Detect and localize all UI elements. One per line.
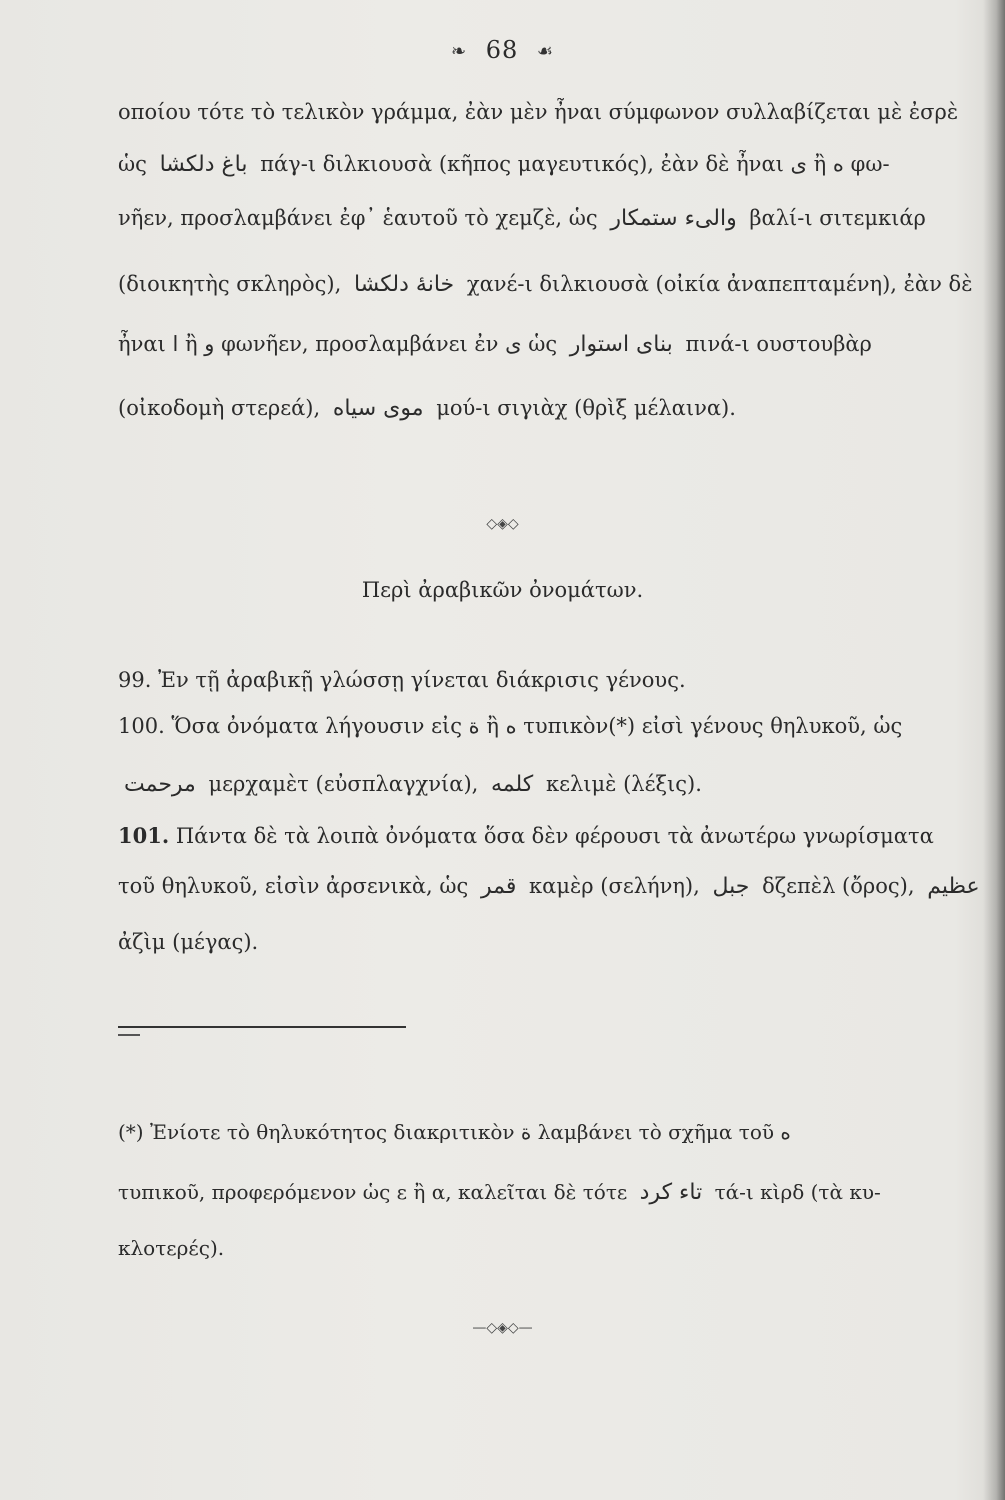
arabic-word: خانهٔ دلكشا [353, 272, 455, 297]
line-text: βαλί-ι σιτεμκιάρ [749, 206, 926, 230]
section-divider [0, 516, 1005, 532]
line-text: μού-ι σιγιὰχ (θρὶξ μέλαινα). [436, 396, 736, 420]
arabic-word: تاء كرد [639, 1180, 703, 1205]
text-line [118, 98, 980, 126]
line-text: (*) Ἐνίοτε τὸ θηλυκότητος διακριτικὸν ة λαμβάνει τὸ σχῆμα τοῦ ه [118, 1120, 791, 1144]
text-line [118, 270, 980, 299]
arabic-word: باغ دلكشا [159, 152, 248, 177]
arabic-word: عظيم [927, 874, 980, 899]
end-divider [0, 1320, 1005, 1336]
text-line [118, 204, 980, 233]
line-text: πάγ-ι διλκιουσὰ (κῆπος μαγευτικός), ἐὰν δὲ ἦναι ی ἢ ه φω- [260, 152, 890, 176]
arabic-word: جبل [712, 874, 750, 899]
paragraph-100 [118, 712, 980, 740]
text-line [118, 394, 980, 423]
line-text: 99. Ἐν τῇ ἀραβικῇ γλώσσῃ γίνεται διάκρισις γένους. [118, 668, 686, 692]
section-title: Περὶ ἀραβικῶν ὀνομάτων. [361, 578, 644, 602]
line-text: τοῦ θηλυκοῦ, εἰσὶν ἀρσενικὰ, ὡς [118, 874, 469, 898]
footnote [118, 1118, 980, 1146]
arabic-word: بنای استوار [569, 332, 673, 357]
arabic-word: كلمه [491, 772, 534, 797]
line-text: καμὲρ (σελήνη), [529, 874, 700, 898]
line-text: μερχαμὲτ (εὐσπλαγχνία), [208, 772, 479, 796]
line-text: 100. Ὅσα ὀνόματα λήγουσιν εἰς ة ἢ ه τυπικὸν(*) εἰσὶ γένους θηλυκοῦ, ὡς [118, 714, 903, 738]
page-number: 68 [485, 36, 519, 64]
text-line [118, 330, 980, 359]
line-text: κελιμὲ (λέξις). [545, 772, 702, 796]
line-text: δζεπὲλ (ὄρος), [762, 874, 915, 898]
arabic-word: قمر [480, 874, 517, 899]
line-text: τά-ι κὶρδ (τὰ κυ- [714, 1180, 881, 1204]
arabic-word: والیء ستمكار [610, 206, 737, 231]
text-line [118, 1234, 980, 1262]
text-line [118, 1178, 980, 1207]
line-text: κλοτερές). [118, 1236, 225, 1260]
footnote-rule-short [118, 1034, 140, 1036]
divider-ornament-icon: ◇◈◇ [486, 516, 519, 532]
arabic-word: موی سیاه [332, 396, 424, 421]
arabic-word: مرحمت [124, 772, 196, 797]
line-text: οποίου τότε τὸ τελικὸν γράμμα, ἐὰν μὲν ἦναι σύμφωνον συλλαβίζεται μὲ ἐσρὲ [118, 100, 959, 124]
paragraph-number: 101. [118, 823, 170, 848]
text-line [118, 872, 980, 901]
line-text: ἦναι ا ἢ و φωνῆεν, προσλαμβάνει ἐν ی ὡς [118, 332, 558, 356]
line-text: (οἰκοδομὴ στερεά), [118, 396, 321, 420]
line-text: πινά-ι ουστουβὰρ [685, 332, 872, 356]
line-text: ἀζὶμ (μέγας). [118, 930, 259, 954]
line-text: νῆεν, προσλαμβάνει ἐφ᾽ ἑαυτοῦ τὸ χεμζὲ, ὡς [118, 206, 598, 230]
line-text: τυπικοῦ, προφερόμενον ὡς ε ἢ α, καλεῖται δὲ τότε [118, 1180, 628, 1204]
right-ornament-icon: ☙ [536, 41, 555, 62]
text-line [118, 928, 980, 956]
page-edge-shadow [983, 0, 1005, 1500]
divider-ornament-icon: —◇◈◇— [472, 1320, 533, 1336]
paragraph-99 [118, 666, 980, 694]
line-text: ὡς [118, 152, 147, 176]
page-header [0, 36, 1005, 64]
line-text: Πάντα δὲ τὰ λοιπὰ ὀνόματα ὅσα δὲν φέρουσι τὰ ἀνωτέρω γνωρίσματα [175, 824, 934, 848]
text-line [118, 770, 980, 799]
left-ornament-icon: ❧ [450, 41, 468, 62]
line-text: χανέ-ι διλκιουσὰ (οἰκία ἀναπεπταμένη), ἐὰν δὲ [466, 272, 973, 296]
text-line [118, 150, 980, 179]
line-text: (διοικητὴς σκληρὸς), [118, 272, 342, 296]
paragraph-101 [118, 822, 980, 850]
footnote-rule [118, 1026, 406, 1028]
